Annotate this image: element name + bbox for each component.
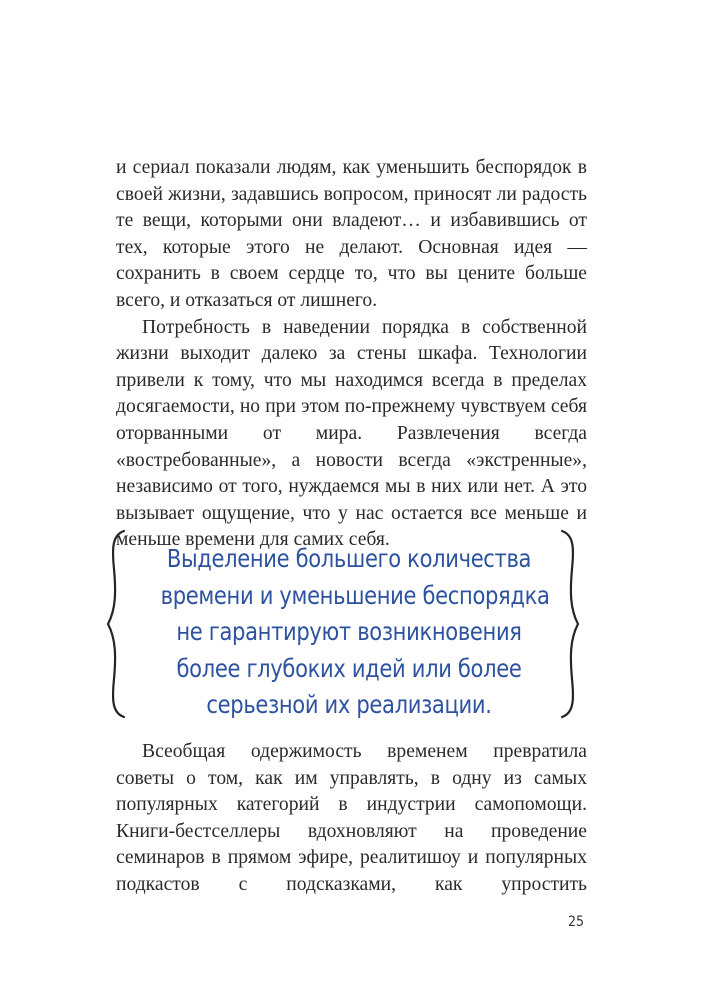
paragraph-time-obsession: Всеобщая одержимость временем превратила советы о том, как им управлять, в одну из самых популярных категорий в индустрии самопомощи. Книги-бестселлеры вдохновляют на проведение семинаров в прямом эфире, реалитишоу и популярных подкастов с подсказками, как упростить (116, 741, 587, 895)
body-text-top (116, 155, 587, 554)
paragraph-continuation: и сериал показали людям, как уменьшить беспорядок в своей жизни, задавшись вопросом, приносят ли радость те вещи, которыми они владеют… и избавившись от тех, которые этого не делают. Основная идея — сохранить в своем сердце то, что вы цените больше всего, и отказаться от лишнего. (116, 157, 587, 311)
page-number: 25 (568, 914, 585, 930)
right-brace-icon (556, 529, 580, 719)
body-text-bottom (116, 739, 587, 899)
pull-quote (106, 525, 568, 725)
paragraph-order-need: Потребность в наведении порядка в собственной жизни выходит далеко за стены шкафа. Технологии привели к тому, что мы находимся всегда в пределах досягаемости, но при этом по-прежнему чувствуем себя оторванными от мира. Развлечения всегда «востребованные», а новости всегда «экстренные», независимо от того, нуждаемся мы в них или нет. А это вызывает ощущение, что у нас остается все меньше и меньше времени для самих себя. (116, 316, 587, 551)
pull-quote-text (160, 541, 550, 724)
pull-quote-line: серьезной их реализации. (206, 690, 492, 720)
pull-quote-line: более глубоких идей или более (176, 653, 522, 683)
pull-quote-line: времени и уменьшение беспорядка (160, 580, 550, 610)
pull-quote-line: Выделение большего количества (166, 544, 532, 573)
pull-quote-line: не гарантируют возникновения (176, 617, 522, 647)
left-brace-icon (106, 529, 130, 719)
